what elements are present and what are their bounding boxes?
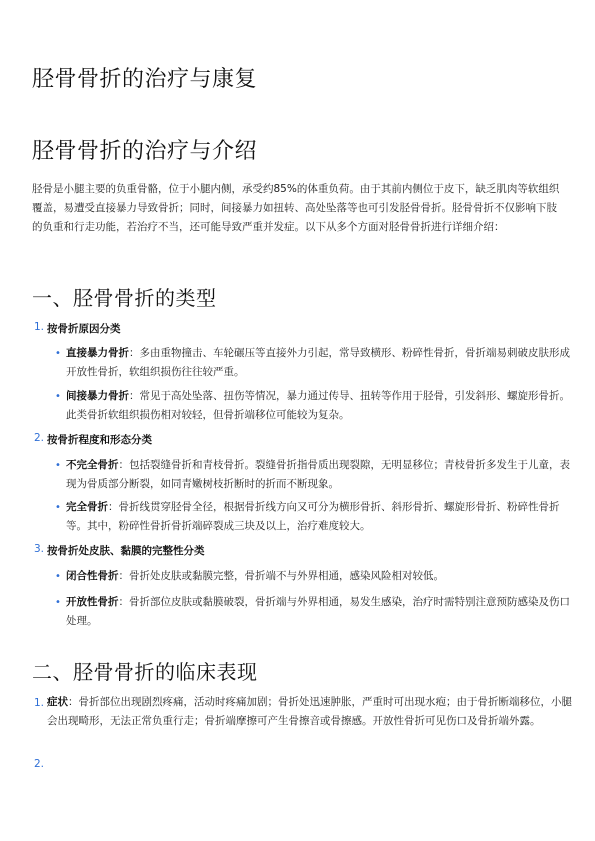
item-separator: ： (129, 390, 140, 402)
list-number: 1. (34, 697, 45, 709)
item-separator: ： (68, 696, 79, 708)
document-title: 胫骨骨折的治疗与康复 (32, 67, 258, 92)
bullet-marker: • (55, 348, 61, 359)
list-number: 2. (34, 432, 45, 444)
bullet-marker: • (55, 391, 61, 402)
list-item-label: 按骨折原因分类 (47, 323, 121, 335)
bullet-marker: • (55, 571, 61, 582)
list-item (66, 567, 576, 586)
list-number: 3. (34, 543, 45, 555)
item-separator: ： (118, 596, 129, 608)
section-heading-clinical: 二、胫骨骨折的临床表现 (32, 660, 258, 684)
list-number: 2. (34, 758, 45, 770)
item-text: 多由重物撞击、车轮碾压等直接外力引起，常导致横形、粉碎性骨折，骨折端易刺破皮肤形成开放性骨折，软组织损伤往往较严重。 (66, 347, 570, 378)
item-term: 闭合性骨折 (66, 570, 119, 582)
item-separator: ： (108, 501, 119, 513)
item-separator: ： (118, 459, 129, 471)
list-number: 1. (34, 321, 45, 333)
item-separator: ： (118, 570, 129, 582)
list-item-label: 按骨折处皮肤、黏膜的完整性分类 (47, 545, 205, 557)
item-text: 包括裂缝骨折和青枝骨折。裂缝骨折指骨质出现裂隙，无明显移位；青枝骨折多发生于儿童，表现为骨质部分断裂，如同青嫩树枝折断时的折而不断现象。 (66, 459, 570, 490)
list-item (47, 693, 577, 731)
item-term: 完全骨折 (66, 501, 108, 513)
list-item (66, 344, 576, 382)
bullet-marker: • (55, 460, 61, 471)
item-text: 常见于高处坠落、扭伤等情况，暴力通过传导、扭转等作用于胫骨，引发斜形、螺旋形骨折。此类骨折软组织损伤相对较轻，但骨折端移位可能较为复杂。 (66, 390, 570, 421)
list-item-label: 按骨折程度和形态分类 (47, 434, 152, 446)
list-item (66, 387, 576, 425)
item-text: 骨折线贯穿胫骨全径，根据骨折线方向又可分为横形骨折、斜形骨折、螺旋形骨折、粉碎性骨折等。其中，粉碎性骨折骨折端碎裂成三块及以上，治疗难度较大。 (66, 501, 560, 532)
list-item (66, 456, 576, 494)
intro-paragraph: 胫骨是小腿主要的负重骨骼，位于小腿内侧，承受约85%的体重负荷。由于其前内侧位于皮下，缺乏肌肉等软组织覆盖，易遭受直接暴力导致骨折；同时，间接暴力如扭转、高处坠落等也可引发胫骨骨折。胫骨骨折不仅影响下肢的负重和行走功能，若治疗不当，还可能导致严重并发症。以下从多个方面对胫骨骨折进行详细介绍： (32, 183, 560, 233)
item-text: 骨折处皮肤或黏膜完整，骨折端不与外界相通，感染风险相对较低。 (129, 570, 444, 582)
item-term: 不完全骨折 (66, 459, 119, 471)
bullet-marker: • (55, 502, 61, 513)
item-term: 直接暴力骨折 (66, 347, 129, 359)
item-separator: ： (129, 347, 140, 359)
item-term: 开放性骨折 (66, 596, 119, 608)
main-heading: 胫骨骨折的治疗与介绍 (32, 139, 258, 164)
list-item (66, 593, 576, 631)
bullet-marker: • (55, 597, 61, 608)
item-text: 骨折部位皮肤或黏膜破裂，骨折端与外界相通，易发生感染，治疗时需特别注意预防感染及伤口处理。 (66, 596, 570, 627)
item-term: 间接暴力骨折 (66, 390, 129, 402)
section-heading-types: 一、胫骨骨折的类型 (32, 286, 217, 310)
list-item (66, 498, 576, 536)
item-term: 症状 (47, 696, 68, 708)
item-text: 骨折部位出现剧烈疼痛，活动时疼痛加剧；骨折处迅速肿胀，严重时可出现水疱；由于骨折断端移位，小腿会出现畸形，无法正常负重行走；骨折端摩擦可产生骨擦音或骨擦感。开放性骨折可见伤口及骨折端外露。 (47, 696, 572, 727)
